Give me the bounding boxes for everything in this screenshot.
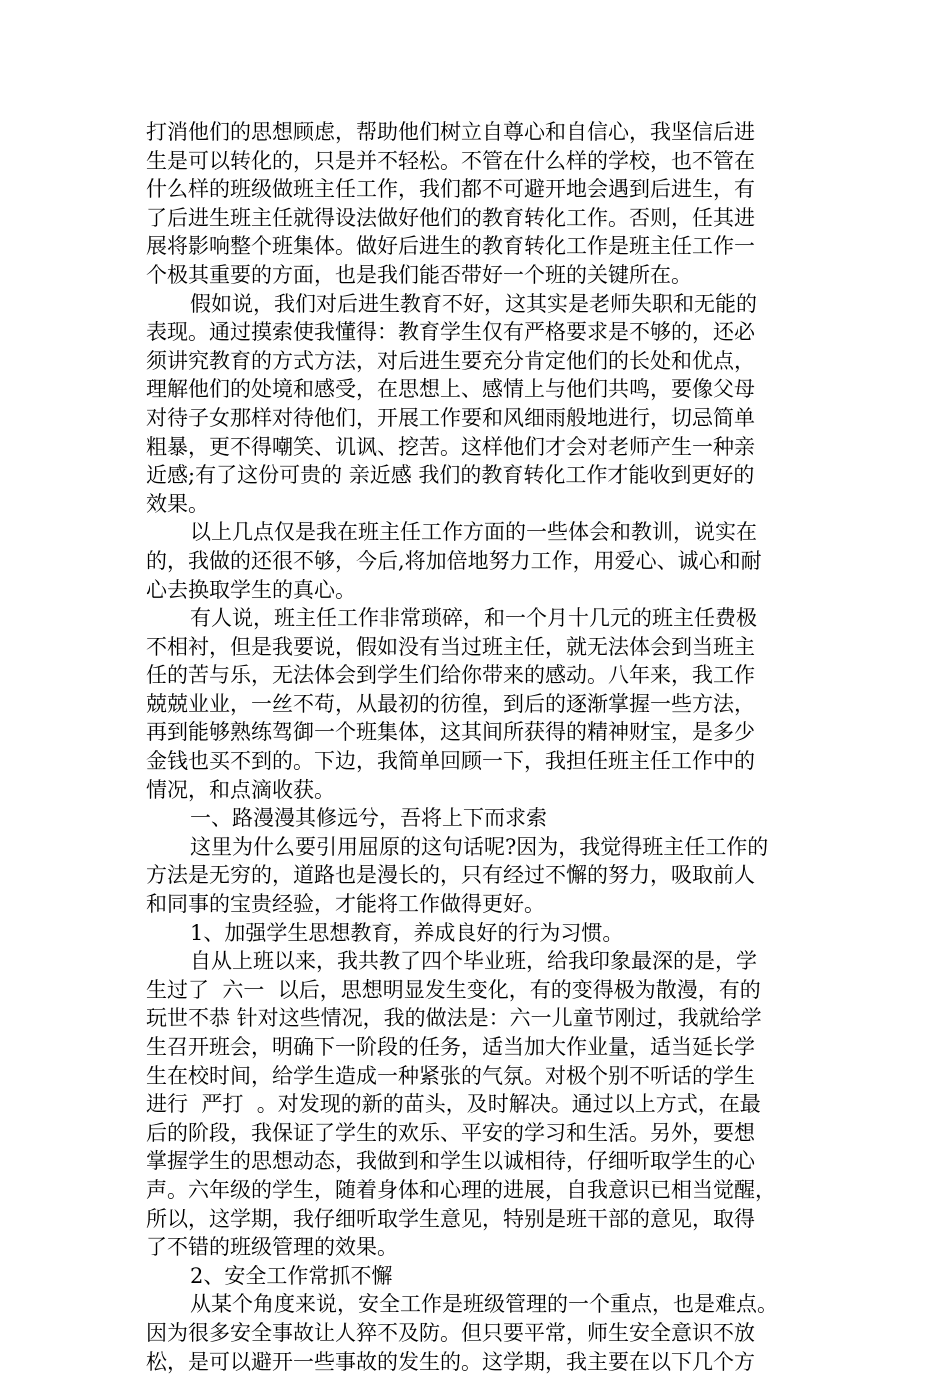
text-line: 金钱也买不到的。下边，我简单回顾一下，我担任班主任工作中的: [146, 749, 755, 774]
text-line: 自从上班以来，我共教了四个毕业班，给我印象最深的是，学: [190, 949, 757, 974]
text-line: 后的阶段，我保证了学生的欢乐、平安的学习和生活。另外，要想: [146, 1120, 755, 1145]
text-line: 生召开班会，明确下一阶段的任务，适当加大作业量，适当延长学: [146, 1035, 755, 1059]
text-line: 以上几点仅是我在班主任工作方面的一些体会和教训，说实在: [190, 520, 757, 545]
text-line: 松，是可以避开一些事故的发生的。这学期，我主要在以下几个方: [146, 1349, 755, 1374]
text-line: 所以，这学期，我仔细听取学生意见，特别是班干部的意见，取得: [146, 1206, 755, 1231]
text-line: 了不错的班级管理的效果。: [146, 1235, 398, 1260]
text-line: 生过了 六一 以后，思想明显发生变化，有的变得极为散漫，有的: [146, 977, 761, 1002]
text-line: 近感;有了这份可贵的 亲近感 我们的教育转化工作才能收到更好的: [146, 463, 755, 488]
text-line: 什么样的班级做班主任工作，我们都不可避开地会遇到后进生，有: [146, 177, 755, 202]
text-line: 2、安全工作常抓不懈: [190, 1263, 393, 1288]
text-line: 生是可以转化的，只是并不轻松。不管在什么样的学校，也不管在: [146, 148, 755, 173]
text-line: 和同事的宝贵经验，才能将工作做得更好。: [146, 892, 545, 917]
text-line: 任的苦与乐，无法体会到学生们给你带来的感动。八年来，我工作: [146, 663, 755, 688]
text-line: 不相衬，但是我要说，假如没有当过班主任，就无法体会到当班主: [146, 634, 755, 659]
text-line: 理解他们的处境和感受，在思想上、感情上与他们共鸣，要像父母: [146, 377, 755, 402]
text-line: 表现。通过摸索使我懂得：教育学生仅有严格要求是不够的，还必: [146, 320, 755, 345]
text-line: 1、加强学生思想教育，养成良好的行为习惯。: [190, 920, 624, 945]
text-line: 掌握学生的思想动态，我做到和学生以诚相待，仔细听取学生的心: [146, 1149, 755, 1174]
text-line: 再到能够熟练驾御一个班集体，这其间所获得的精神财宝，是多少: [146, 720, 755, 745]
text-line: 打消他们的思想顾虑，帮助他们树立自尊心和自信心，我坚信后进: [146, 120, 755, 144]
text-line: 心去换取学生的真心。: [146, 577, 356, 602]
text-line: 假如说，我们对后进生教育不好，这其实是老师失职和无能的: [190, 291, 757, 316]
text-line: 的，我做的还很不够，今后,将加倍地努力工作，用爱心、诚心和耐: [146, 548, 762, 573]
text-line: 方法是无穷的，道路也是漫长的，只有经过不懈的努力，吸取前人: [146, 863, 755, 888]
text-line: 展将影响整个班集体。做好后进生的教育转化工作是班主任工作一: [146, 234, 755, 259]
text-line: 这里为什么要引用屈原的这句话呢?因为，我觉得班主任工作的: [190, 834, 769, 859]
text-line: 效果。: [146, 491, 209, 516]
text-line: 对待子女那样对待他们，开展工作要和风细雨般地进行，切忌简单: [146, 405, 755, 430]
text-line: 生在校时间，给学生造成一种紧张的气氛。对极个别不听话的学生: [146, 1063, 755, 1088]
text-line: 粗暴，更不得嘲笑、讥讽、挖苦。这样他们才会对老师产生一种亲: [146, 434, 755, 459]
text-line: 须讲究教育的方式方法，对后进生要充分肯定他们的长处和优点，: [146, 348, 755, 373]
text-line: 声。六年级的学生，随着身体和心理的进展，自我意识已相当觉醒，: [146, 1177, 776, 1202]
document-body: [146, 118, 812, 1376]
text-line: 情况，和点滴收获。: [146, 777, 335, 802]
text-line: 兢兢业业，一丝不苟，从最初的彷徨，到后的逐渐掌握一些方法，: [146, 691, 755, 716]
text-line: 进行 严打 。对发现的新的苗头，及时解决。通过以上方式，在最: [146, 1092, 761, 1117]
text-line: 个极其重要的方面，也是我们能否带好一个班的关键所在。: [146, 262, 692, 287]
text-line: 从某个角度来说，安全工作是班级管理的一个重点，也是难点。: [190, 1292, 778, 1317]
text-line: 一、路漫漫其修远兮，吾将上下而求索: [190, 806, 547, 831]
text-line: 因为很多安全事故让人猝不及防。但只要平常，师生安全意识不放: [146, 1320, 755, 1345]
text-line: 了后进生班主任就得设法做好他们的教育转化工作。否则，任其进: [146, 205, 755, 230]
text-line: 玩世不恭 针对这些情况，我的做法是：六一儿童节刚过，我就给学: [146, 1006, 762, 1031]
text-line: 有人说，班主任工作非常琐碎，和一个月十几元的班主任费极: [190, 606, 757, 631]
